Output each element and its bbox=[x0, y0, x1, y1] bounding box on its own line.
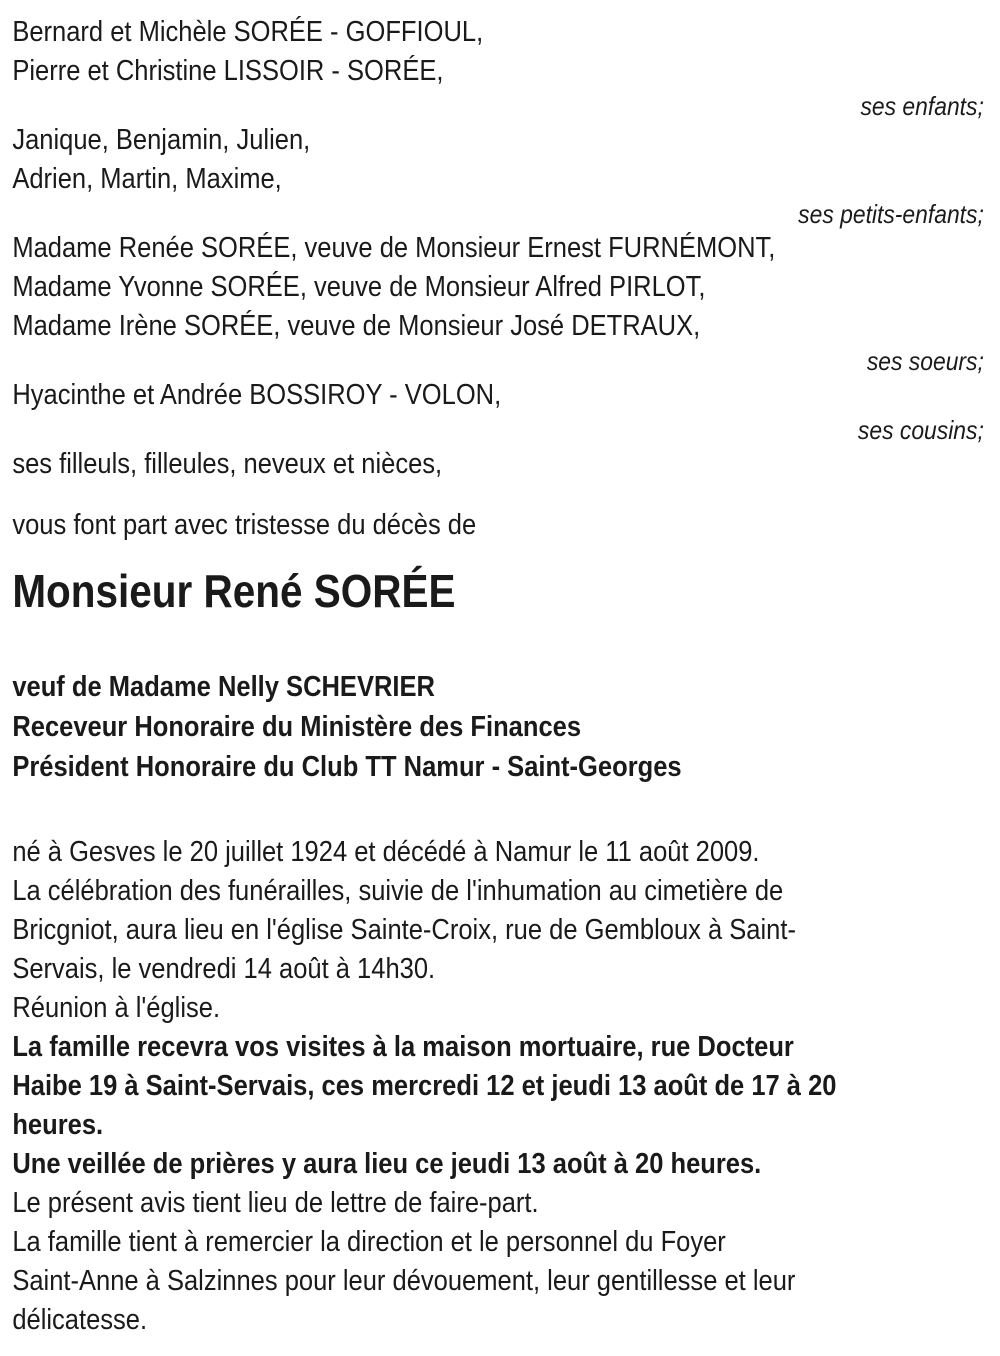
mourner-line: Adrien, Martin, Maxime, bbox=[12, 163, 282, 195]
body-line: né à Gesves le 20 juillet 1924 et décédé à Namur le 11 août 2009. bbox=[12, 836, 760, 868]
body-line: Bricgniot, aura lieu en l'église Sainte-Croix, rue de Gembloux à Saint- bbox=[12, 914, 796, 946]
body-line-visits: Haibe 19 à Saint-Servais, ces mercredi 12 et jeudi 13 août de 17 à 20 bbox=[12, 1070, 837, 1102]
body-line: Le présent avis tient lieu de lettre de faire-part. bbox=[12, 1187, 539, 1219]
relation-label-sisters: ses soeurs; bbox=[866, 346, 984, 376]
deceased-name: Monsieur René SORÉE bbox=[12, 565, 456, 617]
mourner-group-sisters bbox=[12, 229, 999, 376]
body-line: Saint-Anne à Salzinnes pour leur dévouement, leur gentillesse et leur bbox=[12, 1265, 796, 1297]
body-line: La famille tient à remercier la direction et le personnel du Foyer bbox=[12, 1226, 726, 1258]
body-line-vigil: Une veillée de prières y aura lieu ce jeudi 13 août à 20 heures. bbox=[12, 1148, 762, 1180]
mourner-line: Janique, Benjamin, Julien, bbox=[12, 124, 311, 156]
mourner-line: Pierre et Christine LISSOIR - SORÉE, bbox=[12, 55, 444, 87]
mourner-line: Madame Renée SORÉE, veuve de Monsieur Ernest FURNÉMONT, bbox=[12, 232, 776, 264]
announcement-line: vous font part avec tristesse du décès de bbox=[12, 509, 477, 541]
godchildren-line: ses filleuls, filleules, neveux et nièces, bbox=[12, 448, 443, 480]
body-line: Réunion à l'église. bbox=[12, 992, 221, 1024]
mourner-line: Madame Irène SORÉE, veuve de Monsieur José DETRAUX, bbox=[12, 310, 701, 342]
body-line: délicatesse. bbox=[12, 1304, 148, 1336]
body-line: La célébration des funérailles, suivie de l'inhumation au cimetière de bbox=[12, 875, 784, 907]
mourner-group-children bbox=[12, 13, 999, 121]
body-line-visits: La famille recevra vos visites à la maison mortuaire, rue Docteur bbox=[12, 1031, 794, 1063]
relation-label-grandchildren: ses petits-enfants; bbox=[798, 199, 984, 229]
mourner-group-grandchildren bbox=[12, 121, 999, 229]
body-line: Servais, le vendredi 14 août à 14h30. bbox=[12, 953, 436, 985]
mourner-group-cousins bbox=[12, 376, 999, 445]
body-block bbox=[12, 833, 999, 1340]
titles-block bbox=[12, 667, 999, 787]
title-line: Président Honoraire du Club TT Namur - Saint-Georges bbox=[12, 751, 682, 783]
relation-label-children: ses enfants; bbox=[860, 91, 984, 121]
mourner-line: Hyacinthe et Andrée BOSSIROY - VOLON, bbox=[12, 379, 502, 411]
body-line-visits: heures. bbox=[12, 1109, 104, 1141]
title-line: veuf de Madame Nelly SCHEVRIER bbox=[12, 671, 435, 703]
title-line: Receveur Honoraire du Ministère des Finances bbox=[12, 711, 582, 743]
relation-label-cousins: ses cousins; bbox=[857, 415, 984, 445]
mourner-line: Madame Yvonne SORÉE, veuve de Monsieur Alfred PIRLOT, bbox=[12, 271, 706, 303]
mourner-line: Bernard et Michèle SORÉE - GOFFIOUL, bbox=[12, 16, 484, 48]
